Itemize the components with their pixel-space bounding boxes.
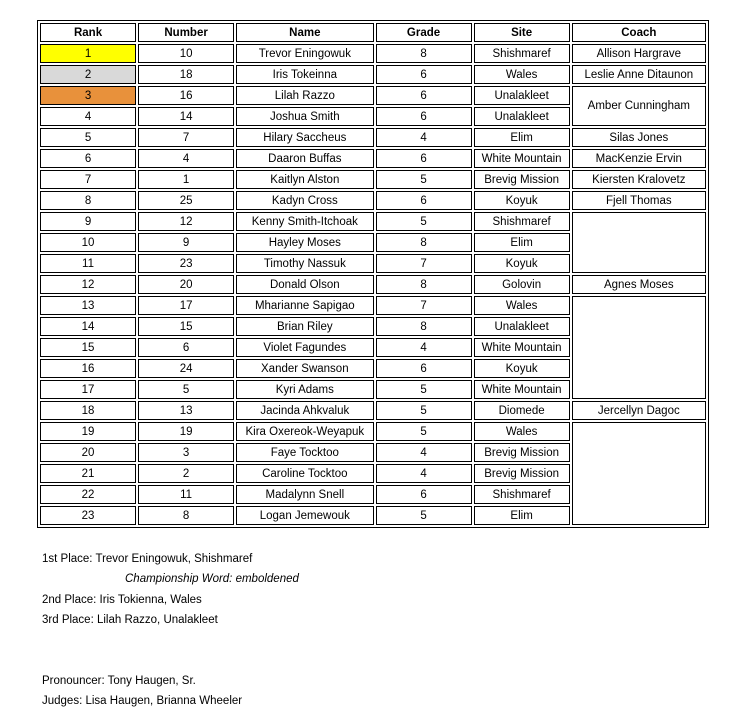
number-cell: 12 <box>138 212 234 231</box>
site-cell: Elim <box>474 128 570 147</box>
site-cell: Unalakleet <box>474 107 570 126</box>
name-cell: Timothy Nassuk <box>236 254 373 273</box>
name-cell: Joshua Smith <box>236 107 373 126</box>
coach-cell <box>572 212 706 273</box>
first-place-line: 1st Place: Trevor Eningowuk, Shishmaref <box>42 553 253 565</box>
site-cell: Shishmaref <box>474 44 570 63</box>
results-body <box>40 44 706 525</box>
rank-cell: 7 <box>40 170 136 189</box>
name-cell: Kaitlyn Alston <box>236 170 373 189</box>
rank-cell: 12 <box>40 275 136 294</box>
site-cell: White Mountain <box>474 149 570 168</box>
table-row <box>40 191 706 210</box>
site-cell: Unalakleet <box>474 317 570 336</box>
number-cell: 3 <box>138 443 234 462</box>
coach-cell <box>572 296 706 399</box>
site-cell: Wales <box>474 65 570 84</box>
header-row <box>40 23 706 42</box>
name-cell: Iris Tokeinna <box>236 65 373 84</box>
site-cell: Shishmaref <box>474 485 570 504</box>
table-row <box>40 401 706 420</box>
name-cell: Jacinda Ahkvaluk <box>236 401 373 420</box>
number-cell: 15 <box>138 317 234 336</box>
site-cell: Shishmaref <box>474 212 570 231</box>
table-row <box>40 65 706 84</box>
name-cell: Kyri Adams <box>236 380 373 399</box>
site-cell: Golovin <box>474 275 570 294</box>
name-cell: Trevor Eningowuk <box>236 44 373 63</box>
number-cell: 9 <box>138 233 234 252</box>
name-cell: Caroline Tocktoo <box>236 464 373 483</box>
grade-cell: 4 <box>376 338 472 357</box>
number-cell: 24 <box>138 359 234 378</box>
site-cell: Brevig Mission <box>474 464 570 483</box>
coach-cell: MacKenzie Ervin <box>572 149 706 168</box>
grade-cell: 6 <box>376 191 472 210</box>
grade-cell: 6 <box>376 359 472 378</box>
coach-cell: Silas Jones <box>572 128 706 147</box>
rank-cell: 15 <box>40 338 136 357</box>
name-cell: Daaron Buffas <box>236 149 373 168</box>
name-cell: Violet Fagundes <box>236 338 373 357</box>
grade-cell: 6 <box>376 485 472 504</box>
rank-cell: 5 <box>40 128 136 147</box>
rank-cell: 22 <box>40 485 136 504</box>
table-row <box>40 170 706 189</box>
name-cell: Kira Oxereok-Weyapuk <box>236 422 373 441</box>
rank-cell: 10 <box>40 233 136 252</box>
number-cell: 20 <box>138 275 234 294</box>
grade-cell: 5 <box>376 506 472 525</box>
rank-cell: 20 <box>40 443 136 462</box>
coach-header: Coach <box>572 23 706 42</box>
table-row <box>40 86 706 105</box>
name-cell: Hilary Saccheus <box>236 128 373 147</box>
rank-cell: 21 <box>40 464 136 483</box>
grade-cell: 5 <box>376 422 472 441</box>
number-cell: 5 <box>138 380 234 399</box>
site-cell: White Mountain <box>474 380 570 399</box>
site-cell: Brevig Mission <box>474 443 570 462</box>
number-cell: 19 <box>138 422 234 441</box>
site-cell: Koyuk <box>474 191 570 210</box>
site-cell: Koyuk <box>474 254 570 273</box>
rank-cell: 18 <box>40 401 136 420</box>
name-cell: Kenny Smith-Itchoak <box>236 212 373 231</box>
table-row <box>40 149 706 168</box>
grade-cell: 5 <box>376 170 472 189</box>
number-cell: 7 <box>138 128 234 147</box>
site-cell: White Mountain <box>474 338 570 357</box>
table-row <box>40 44 706 63</box>
site-cell: Diomede <box>474 401 570 420</box>
grade-cell: 5 <box>376 380 472 399</box>
coach-cell: Jercellyn Dagoc <box>572 401 706 420</box>
judges-line: Judges: Lisa Haugen, Brianna Wheeler <box>42 695 243 707</box>
coach-cell: Leslie Anne Ditaunon <box>572 65 706 84</box>
number-header: Number <box>138 23 234 42</box>
rank-cell: 3 <box>40 86 136 105</box>
grade-cell: 4 <box>376 128 472 147</box>
grade-cell: 7 <box>376 296 472 315</box>
number-cell: 16 <box>138 86 234 105</box>
rank-cell: 23 <box>40 506 136 525</box>
coach-cell: Allison Hargrave <box>572 44 706 63</box>
site-cell: Elim <box>474 506 570 525</box>
name-cell: Kadyn Cross <box>236 191 373 210</box>
coach-cell: Kiersten Kralovetz <box>572 170 706 189</box>
table-row <box>40 128 706 147</box>
rank-cell: 9 <box>40 212 136 231</box>
number-cell: 14 <box>138 107 234 126</box>
second-place-line: 2nd Place: Iris Tokienna, Wales <box>42 594 202 606</box>
number-cell: 2 <box>138 464 234 483</box>
number-cell: 8 <box>138 506 234 525</box>
rank-cell: 13 <box>40 296 136 315</box>
number-cell: 23 <box>138 254 234 273</box>
grade-cell: 6 <box>376 86 472 105</box>
rank-cell: 8 <box>40 191 136 210</box>
coach-cell: Agnes Moses <box>572 275 706 294</box>
number-cell: 1 <box>138 170 234 189</box>
site-cell: Brevig Mission <box>474 170 570 189</box>
name-cell: Madalynn Snell <box>236 485 373 504</box>
site-cell: Koyuk <box>474 359 570 378</box>
name-cell: Mharianne Sapigao <box>236 296 373 315</box>
number-cell: 10 <box>138 44 234 63</box>
number-cell: 18 <box>138 65 234 84</box>
rank-header: Rank <box>40 23 136 42</box>
grade-cell: 5 <box>376 212 472 231</box>
results-table <box>37 20 709 528</box>
coach-cell <box>572 422 706 525</box>
rank-cell: 19 <box>40 422 136 441</box>
third-place-line: 3rd Place: Lilah Razzo, Unalakleet <box>42 614 218 626</box>
rank-cell: 1 <box>40 44 136 63</box>
rank-cell: 6 <box>40 149 136 168</box>
coach-cell: Amber Cunningham <box>572 86 706 126</box>
grade-cell: 4 <box>376 464 472 483</box>
site-cell: Wales <box>474 422 570 441</box>
number-cell: 11 <box>138 485 234 504</box>
rank-cell: 14 <box>40 317 136 336</box>
grade-header: Grade <box>376 23 472 42</box>
grade-cell: 5 <box>376 401 472 420</box>
rank-cell: 11 <box>40 254 136 273</box>
coach-cell: Fjell Thomas <box>572 191 706 210</box>
rank-cell: 2 <box>40 65 136 84</box>
grade-cell: 8 <box>376 317 472 336</box>
grade-cell: 8 <box>376 44 472 63</box>
grade-cell: 7 <box>376 254 472 273</box>
name-cell: Xander Swanson <box>236 359 373 378</box>
table-row <box>40 296 706 315</box>
site-cell: Unalakleet <box>474 86 570 105</box>
grade-cell: 6 <box>376 65 472 84</box>
name-header: Name <box>236 23 373 42</box>
grade-cell: 6 <box>376 107 472 126</box>
number-cell: 17 <box>138 296 234 315</box>
grade-cell: 8 <box>376 275 472 294</box>
name-cell: Brian Riley <box>236 317 373 336</box>
number-cell: 13 <box>138 401 234 420</box>
site-header: Site <box>474 23 570 42</box>
name-cell: Hayley Moses <box>236 233 373 252</box>
number-cell: 4 <box>138 149 234 168</box>
championship-word-line: Championship Word: emboldened <box>125 573 299 585</box>
number-cell: 6 <box>138 338 234 357</box>
table-row <box>40 275 706 294</box>
name-cell: Faye Tocktoo <box>236 443 373 462</box>
rank-cell: 4 <box>40 107 136 126</box>
grade-cell: 4 <box>376 443 472 462</box>
name-cell: Logan Jemewouk <box>236 506 373 525</box>
pronouncer-line: Pronouncer: Tony Haugen, Sr. <box>42 675 196 687</box>
number-cell: 25 <box>138 191 234 210</box>
site-cell: Elim <box>474 233 570 252</box>
table-row <box>40 422 706 441</box>
grade-cell: 8 <box>376 233 472 252</box>
table-row <box>40 212 706 231</box>
grade-cell: 6 <box>376 149 472 168</box>
rank-cell: 17 <box>40 380 136 399</box>
site-cell: Wales <box>474 296 570 315</box>
rank-cell: 16 <box>40 359 136 378</box>
name-cell: Lilah Razzo <box>236 86 373 105</box>
name-cell: Donald Olson <box>236 275 373 294</box>
